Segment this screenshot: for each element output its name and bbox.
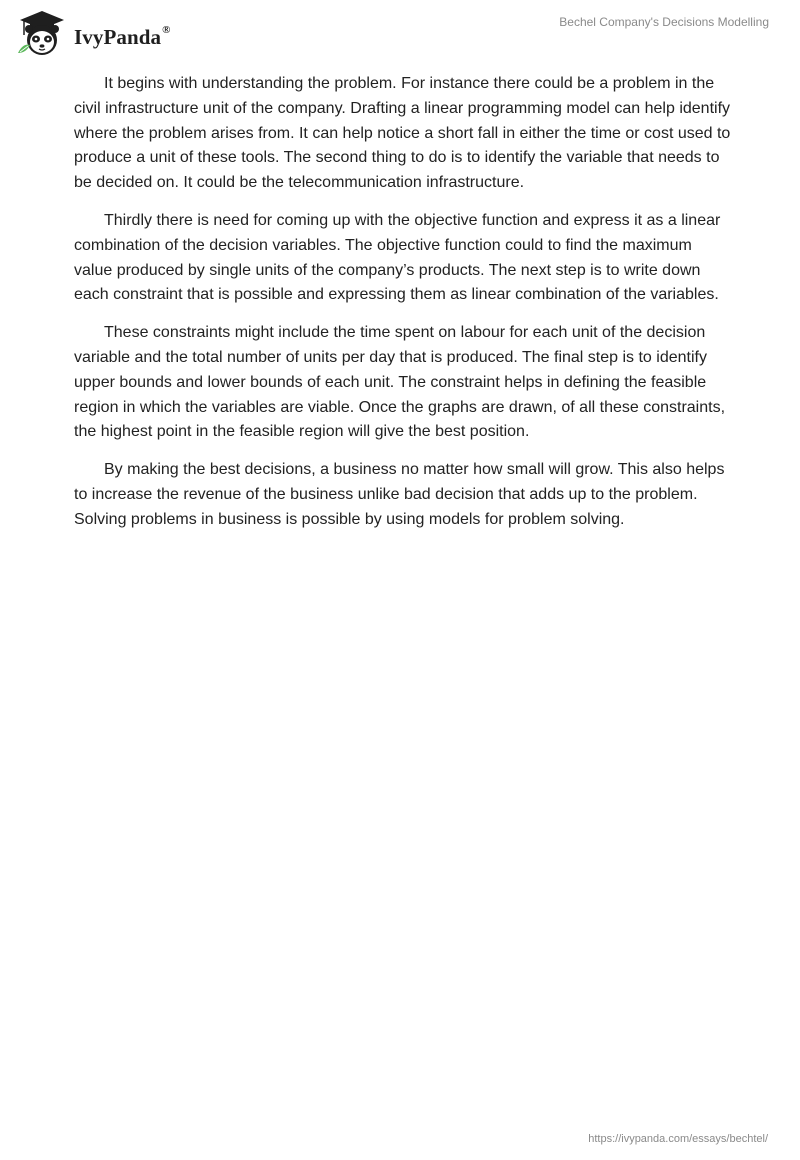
paragraph-2: Thirdly there is need for coming up with the objective function and express it as a linear combination of the decision variables. The objective function could to find the maximum value produced by single units of the company’s products. The next step is to write down each constraint that is possible and expressing them as linear combination of the variables. [74,211,721,304]
essay-body [74,72,734,546]
paragraph-3: These constraints might include the time spent on labour for each unit of the decision variable and the total number of units per day that is produced. The final step is to identify upper bounds and lower bounds of each unit. The constraint helps in defining the feasible region in which the variables are viable. Once the graphs are drawn, of all these constraints, the highest point in the feasible region will give the best position. [74,324,726,441]
paragraph-4: By making the best decisions, a business no matter how small will grow. This also helps to increase the revenue of the business unlike bad decision that adds up to the problem. Solving problems in business is possible by using models for problem solving. [74,461,725,528]
document-title: Bechel Company's Decisions Modelling [559,15,769,29]
paragraph-1: It begins with understanding the problem. For instance there could be a problem in the civil infrastructure unit of the company. Drafting a linear programming model can help identify where the problem arises from. It can help notice a short fall in either the time or cost used to produce a unit of these tools. The second thing to do is to identify the variable that needs to be decided on. It could be the telecommunication infrastructure. [74,75,731,192]
panda-logo-icon [14,9,70,59]
page-header [0,0,800,66]
source-url-link[interactable]: https://ivypanda.com/essays/bechtel/ [588,1133,768,1145]
brand-logo[interactable] [14,9,171,59]
brand-name: IvyPanda® [74,23,171,49]
registered-mark: ® [162,23,171,36]
